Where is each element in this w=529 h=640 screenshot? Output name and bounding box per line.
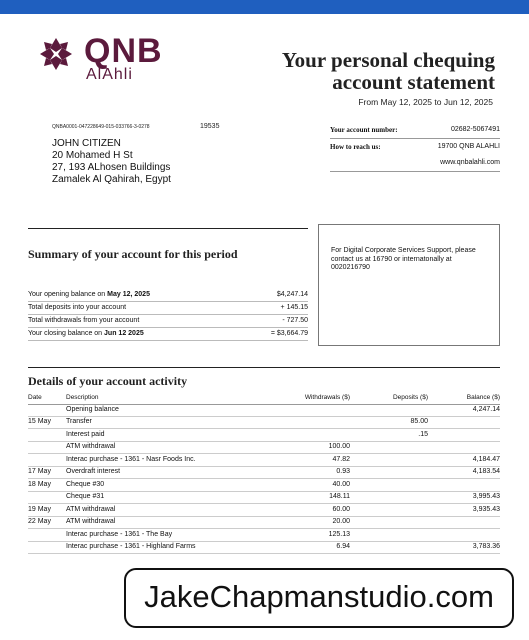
top-accent-bar [0,0,529,14]
summary-row [28,327,308,341]
row-withdrawals: 6.94 [336,543,350,550]
row-withdrawals: 20.00 [332,518,350,525]
row-withdrawals: 0.93 [336,468,350,475]
row-description: ATM withdrawal [66,518,116,525]
table-row [28,454,500,467]
row-deposits: 85.00 [410,418,428,425]
row-withdrawals: 148.11 [329,493,350,500]
row-description: Transfer [66,418,92,425]
summary-row [28,301,308,314]
table-row [28,542,500,555]
qnb-logo-mark-icon [36,34,76,74]
row-date: 15 May [28,418,51,425]
reach-us-row [330,138,500,155]
table-row [28,442,500,455]
support-text: For Digital Corporate Services Support, please contact us at 16790 or internatonally at 0020216790 [331,247,476,271]
summary-row-value: = $3,664.79 [270,330,308,337]
row-deposits: .15 [418,430,428,438]
summary-title: Summary of your account for this period [28,247,238,261]
summary-row [28,314,308,327]
row-date: 17 May [28,468,51,475]
summary-label-date: May 12, 2025 [107,291,150,298]
row-withdrawals: 60.00 [332,505,350,513]
customer-name: JOHN CITIZEN [52,138,121,149]
summary-divider [28,228,308,229]
row-description: ATM withdrawal [66,505,116,513]
reach-us-label: How to reach us: [330,143,381,151]
row-date: 22 May [28,518,51,525]
statement-title-line2: account statement [332,70,495,94]
statement-title-line1: Your personal chequing [281,48,495,72]
account-number-value: 02682-5067491 [450,126,500,133]
row-description: Interest paid [66,430,105,438]
row-description: Interac purchase - 1361 - Nasr Foods Inc. [66,455,196,463]
table-row [28,529,500,542]
header-balance: Balance ($) [466,394,500,401]
header-deposits: Deposits ($) [392,394,428,401]
summary-row-value: - 727.50 [282,317,308,324]
table-row [28,504,500,517]
row-description: Interac purchase - 1361 - The Bay [66,530,173,538]
row-withdrawals: 125.13 [328,530,350,538]
row-description: Cheque #31 [66,493,105,500]
customer-reference: QNBA0001-047228649-015-033766-3-0278 [52,124,150,130]
row-description: ATM withdrawal [66,443,116,450]
customer-address-block [52,138,171,186]
details-divider [28,367,500,368]
summary-label-text: Your closing balance on [28,330,105,337]
row-balance: 3,995.43 [472,493,500,500]
summary-row-label [28,291,150,298]
table-row [28,417,500,430]
account-number-label: Your account number: [330,126,398,134]
header-withdrawals: Withdrawals ($) [304,394,350,401]
table-row [28,517,500,530]
row-date: 19 May [28,505,51,513]
row-balance: 3,935.43 [472,505,500,513]
address-line1: 20 Mohamed H St [52,150,133,161]
qnb-logo [36,34,166,86]
row-balance: 4,184.47 [472,455,500,463]
statement-period: From May 12, 2025 to Jun 12, 2025 [358,97,493,107]
address-line2: 27, 193 ALhosen Buildings [52,162,171,173]
header-description: Description [66,394,99,401]
customer-code: 19535 [200,123,220,130]
activity-table-body [28,404,500,554]
bank-website-link[interactable]: www.qnbalahli.com [440,159,500,166]
row-description: Overdraft interest [66,468,121,475]
summary-label-text: Your opening balance on [28,291,108,298]
table-row [28,467,500,480]
website-row [330,155,500,172]
table-row [28,479,500,492]
summary-label-date: Jun 12 2025 [104,330,144,337]
watermark-text: JakeChapmanstudio.com [144,579,494,614]
row-description: Opening balance [66,405,119,413]
row-balance: 3,783.36 [472,543,500,550]
account-number-row [330,122,500,138]
row-date: 18 May [28,480,51,488]
row-balance: 4,247.14 [472,405,500,413]
summary-row-value: + 145.15 [280,304,308,311]
support-box [318,224,500,346]
summary-row-value: $4,247.14 [276,291,308,298]
address-line3: Zamalek Al Qahirah, Egypt [52,174,171,185]
summary-row-label: Total deposits into your account [28,304,127,311]
row-description: Cheque #30 [66,480,105,488]
summary-table [28,289,308,341]
summary-row [28,289,308,301]
details-title: Details of your account activity [28,374,188,388]
table-row [28,492,500,505]
row-withdrawals: 100.00 [328,443,350,450]
brand-name: QNB [84,32,163,70]
account-info-box [330,122,500,172]
watermark-box [124,568,514,628]
table-row [28,429,500,442]
row-withdrawals: 40.00 [332,480,350,488]
table-row [28,404,500,417]
header-date: Date [28,394,42,401]
row-withdrawals: 47.82 [332,455,350,463]
summary-row-label: Total withdrawals from your account [28,317,140,324]
brand-sub: AlAhli [86,66,133,83]
summary-row-label [28,330,144,337]
reach-us-value: 19700 QNB ALAHLI [437,143,500,150]
row-balance: 4,183.54 [472,468,500,475]
row-description: Interac purchase - 1361 - Highland Farms [66,543,196,550]
